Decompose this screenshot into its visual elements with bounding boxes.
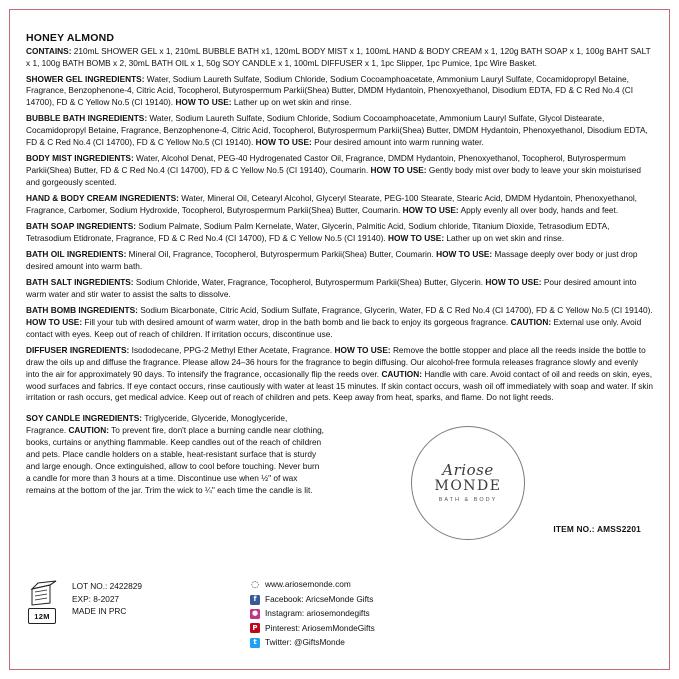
- howto-label: HOW TO USE:: [402, 204, 459, 215]
- ingredients-text: Triglyceride, Glyceride, Monoglyceride, Fragrance.: [26, 413, 288, 436]
- lower-area: [26, 412, 653, 562]
- section-name: DIFFUSER: [26, 345, 68, 356]
- ingredients-text: Water, Sodium Laureth Sulfate, Sodium Chloride, Sodium Cocoamphoacetate, Ammonium Lauryl Sulfate, Glycol Distearate, Cocamidopropyl Betaine, Fragrance, Benzophenone-4, Citric Acid, Tocopherol, Butyrospermum Parkii(Shea) Butter, DMDM Hydantoin, Phenoxyethanol, Disodium EDTA, FD & C Red No.4 (CI 14700), FD & C Yellow No.5 (CI 19140).: [26, 113, 648, 147]
- expiry-date: EXP: 8-2027: [72, 593, 120, 604]
- period-after-opening-group: [28, 578, 62, 624]
- brand-logo-line2: MONDE: [434, 478, 502, 495]
- section-name: BATH SOAP: [26, 221, 75, 232]
- instagram-text: Instagram: ariosemondegifts: [265, 608, 370, 619]
- ingredients-label: INGREDIENTS:: [66, 249, 127, 260]
- contains-paragraph: [26, 46, 653, 70]
- ingredients-label: INGREDIENTS:: [78, 305, 138, 316]
- caution-text: Handle with care. Avoid contact of oil and reeds on skin, eyes, wood surfaces and fabrics. If eye contact occurs, rinse cautiously with water at least 15 minutes. If skin contact occurs, wash oil off immediately with soap and water. If skin irritation or rash occurs, get medical advice. Keep out of reach of children and pets. Keep away from heat, sparks, and flame. Do not light reeds.: [26, 368, 654, 403]
- section-name: SOY CANDLE: [26, 413, 81, 424]
- caution-label: CAUTION:: [381, 368, 422, 379]
- howto-label: HOW TO USE:: [436, 249, 493, 260]
- howto-text: Fill your tub with desired amount of warm water, drop in the bath bomb and lie back to enjoy its gorgeous fragrance.: [84, 317, 509, 328]
- contains-label: CONTAINS:: [26, 46, 72, 56]
- social-row-instagram[interactable]: [250, 607, 375, 620]
- caution-text: External use only. Avoid contact with eyes. Keep out of reach of children. If irritation occurs, discontinue use.: [26, 317, 642, 339]
- howto-text: Apply evenly all over body, hands and feet.: [460, 204, 619, 215]
- section-soy-candle: [26, 412, 326, 496]
- ingredients-text: Mineral Oil, Fragrance, Tocopherol, Butyrospermum Parkii(Shea) Butter, Coumarin.: [128, 249, 434, 260]
- section-hand-body-cream: [26, 193, 653, 217]
- ingredients-label: INGREDIENTS:: [74, 277, 134, 288]
- ingredients-text: Sodium Bicarbonate, Citric Acid, Sodium Sulfate, Fragrance, Glycerin, Water, FD & C Red No.4 (CI 14700), FD & C Yellow No.5 (CI 19140).: [140, 305, 653, 316]
- ingredients-label: INGREDIENTS:: [76, 221, 137, 232]
- social-links: [250, 578, 375, 650]
- section-name: HAND & BODY CREAM: [26, 193, 118, 204]
- ingredients-text: Sodium Palmate, Sodium Palm Kernelate, Water, Glycerin, Palmitic Acid, Sodium chloride, Titanium Dioxide, Tetrasodium EDTA, Tetrasodium Etidronate, Fragrance, FD & C Red No.4 (CI 14700), FD & C Yellow No.5 (CI 19140).: [26, 221, 610, 243]
- ingredients-label: INGREDIENTS:: [82, 413, 143, 424]
- section-bubble-bath: [26, 113, 653, 148]
- country-of-origin: MADE IN PRC: [72, 606, 127, 617]
- ingredients-text: Water, Alcohol Denat, PEG-40 Hydrogenated Castor Oil, Fragrance, DMDM Hydantoin, Phenoxyethanol, Tocopherol, Butyrospermum Parkii(Shea) Butter, FD & C Red No.4 (CI 14700), FD & C Yellow No.5 (CI 19140), Coumarin.: [26, 153, 626, 176]
- twitter-text: Twitter: @GiftsMonde: [265, 637, 345, 648]
- howto-label: HOW TO USE:: [334, 345, 391, 356]
- section-name: BATH BOMB: [26, 305, 77, 316]
- ingredients-label: INGREDIENTS:: [69, 345, 130, 356]
- section-name: BATH OIL: [26, 249, 65, 260]
- footer-row: [26, 578, 653, 648]
- pao-months: 12M: [28, 608, 56, 624]
- section-shower-gel: [26, 74, 653, 109]
- ingredients-text: Sodium Chloride, Water, Fragrance, Tocopherol, Butyrospermum Parkii(Shea) Butter, Glycerin.: [135, 277, 484, 288]
- section-diffuser: [26, 345, 653, 404]
- social-row-twitter[interactable]: [250, 636, 375, 649]
- social-row-website[interactable]: [250, 578, 375, 591]
- section-name: BATH SALT: [26, 277, 72, 288]
- section-body-mist: [26, 153, 653, 188]
- section-bath-oil: [26, 249, 653, 273]
- howto-text: Lather up on wet skin and rinse.: [446, 232, 565, 243]
- contains-text: 210mL SHOWER GEL x 1, 210mL BUBBLE BATH x1, 120mL BODY MIST x 1, 100mL HAND & BODY CREAM x 1, 120g BATH SOAP x 1, 100g BAHT SALT x 1, 100g BATH BOMB x 2, 30mL BATH OIL x 1, 50g SOY CANDLE x 1, 100mL DIFFUSER x 1, 1pc Slipper, 1pc Pumice, 1pc Wire Basket.: [26, 46, 651, 68]
- section-bath-bomb: [26, 305, 653, 340]
- globe-icon: ◌: [251, 579, 259, 590]
- howto-label: HOW TO USE:: [388, 232, 445, 243]
- howto-label: HOW TO USE:: [255, 136, 312, 147]
- section-name: BUBBLE BATH: [26, 113, 86, 124]
- brand-logo: [411, 426, 525, 540]
- section-bath-soap: [26, 221, 653, 245]
- howto-text: Massage deeply over body or just drop desired amount into warm bath.: [26, 249, 638, 271]
- caution-label: CAUTION:: [510, 317, 552, 328]
- howto-text: Lather up on wet skin and rinse.: [233, 97, 352, 108]
- social-row-pinterest[interactable]: [250, 622, 375, 635]
- facebook-text: Facebook: AricseMonde Gifts: [265, 593, 374, 604]
- howto-label: HOW TO USE:: [485, 277, 542, 288]
- social-row-facebook[interactable]: [250, 593, 375, 606]
- pinterest-text: Pinterest: AriosemMondeGifts: [265, 622, 375, 633]
- ingredients-text: Isododecane, PPG-2 Methyl Ether Acetate, Fragrance.: [131, 345, 333, 356]
- facebook-icon: f: [250, 595, 260, 605]
- brand-logo-line1: Ariose: [442, 461, 494, 480]
- twitter-icon: t: [250, 638, 260, 648]
- howto-text: Gently body mist over body to leave your skin moisturised and gorgeously scented.: [26, 165, 642, 187]
- caution-label: CAUTION:: [68, 425, 109, 436]
- website-text: www.ariosemonde.com: [265, 579, 351, 590]
- howto-label: HOW TO USE:: [26, 317, 83, 328]
- howto-text: Pour desired amount into warm water and stir water to assist the salts to dissolve.: [26, 277, 637, 300]
- section-name: SHOWER GEL: [26, 73, 83, 84]
- pinterest-icon: P: [250, 623, 260, 633]
- section-bath-salt: [26, 277, 653, 301]
- label-content: [10, 10, 669, 648]
- howto-text: Remove the bottle stopper and place all the reeds inside the bottle to draw the oils up and diffuse the fragrance. Please allow 24–36 hours for the fragrance to begin diffusing. Our alcohol-free formula releases fragrance slowly and evenly into the air for approximately 90 days. To intensify the fragrance, occasionally flip the reeds over.: [26, 345, 646, 379]
- ingredients-label: INGREDIENTS:: [119, 193, 179, 204]
- ingredients-text: Water, Mineral Oil, Cetearyl Alcohol, Glyceryl Stearate, PEG-100 Stearate, Stearic Acid, DMDM Hydantoin, Phenoxyethanol, Fragrance, Carbomer, Sodium Hydroxide, Tocopherol, Butyrospermum Parkii(Shea) Butter, Coumarin.: [26, 193, 637, 215]
- ingredients-label: INGREDIENTS:: [74, 153, 134, 164]
- howto-label: HOW TO USE:: [370, 165, 427, 176]
- item-number: ITEM NO.: AMSS2201: [553, 524, 641, 535]
- lot-info: [72, 578, 142, 617]
- howto-label: HOW TO USE:: [175, 97, 232, 108]
- page-title: HONEY ALMOND: [26, 32, 115, 44]
- instagram-icon: ●: [251, 609, 259, 618]
- section-name: BODY MIST: [26, 153, 72, 164]
- ingredients-label: INGREDIENTS:: [87, 113, 148, 124]
- open-jar-icon: [28, 580, 58, 606]
- ingredients-label: INGREDIENTS:: [85, 73, 145, 84]
- caution-text: To prevent fire, don't place a burning candle near clothing, books, curtains or anything flammable. Keep candles out of the reach of children and pets. Place candle holders on a stable, heat-resistant surface that is sturdy and large enough. Once extinguished, allow to cool before touching. Never burn a candle for more than 3 hours at a time. Discontinue use when ½" of wax remains at the bottom of the jar. Trim the wick to ¼" each time the candle is lit.: [26, 425, 324, 496]
- brand-logo-tagline: BATH & BODY: [438, 497, 498, 504]
- ingredients-text: Water, Sodium Laureth Sulfate, Sodium Chloride, Sodium Cocoamphoacetate, Ammonium Lauryl Sulfate, Cocamidopropyl Betaine, Fragrance, Benzophenone-4, Citric Acid, Tocopherol, Butyrospermum Parkii(Shea) Butter, DMDM Hydantoin, Phenoxyethanol, Disodium EDTA, FD & C Red No.4 (CI 14700), FD & C Yellow No.5 (CI 19140).: [26, 73, 634, 108]
- howto-text: Pour desired amount into warm running water.: [314, 136, 484, 147]
- lot-number: LOT NO.: 2422829: [72, 581, 142, 592]
